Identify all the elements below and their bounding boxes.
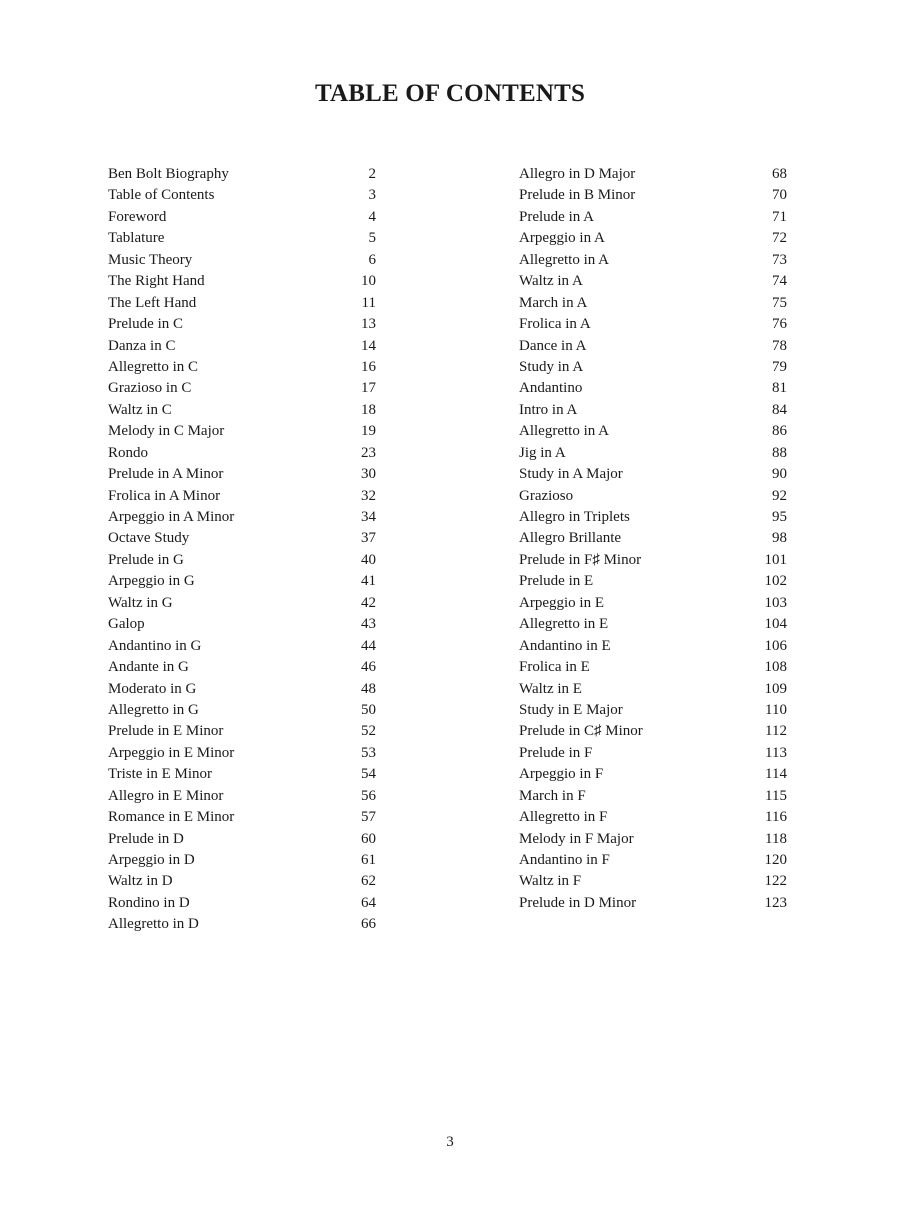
- toc-entry-page: 53: [361, 744, 376, 761]
- toc-entry: [108, 486, 376, 507]
- toc-entry-title: Study in A Major: [519, 466, 623, 483]
- toc-entry: [108, 679, 376, 700]
- toc-entry-page: 50: [361, 701, 376, 718]
- toc-entry: [519, 336, 787, 357]
- toc-entry-page: 41: [361, 573, 376, 590]
- toc-entry-page: 48: [361, 680, 376, 697]
- toc-entry-title: Melody in C Major: [108, 423, 225, 440]
- toc-entry-title: Allegretto in C: [108, 358, 198, 375]
- toc-entry-title: Grazioso: [519, 487, 574, 504]
- toc-entry-title: Waltz in A: [519, 273, 583, 290]
- toc-entry: [519, 185, 787, 206]
- toc-entry: [108, 786, 376, 807]
- toc-left-column: [108, 164, 376, 936]
- toc-entry-title: Music Theory: [108, 251, 193, 268]
- toc-entry: [108, 657, 376, 678]
- toc-entry: [108, 336, 376, 357]
- toc-entry-title: Waltz in G: [108, 594, 173, 611]
- toc-entry: [108, 293, 376, 314]
- toc-entry: [108, 378, 376, 399]
- toc-entry: [519, 421, 787, 442]
- toc-entry-page: 106: [764, 637, 787, 654]
- toc-entry-page: 19: [361, 423, 376, 440]
- toc-entry-page: 32: [361, 487, 376, 504]
- toc-entry-page: 115: [765, 787, 787, 804]
- toc-entry-page: 122: [764, 873, 787, 890]
- toc-entry-title: Grazioso in C: [108, 380, 192, 397]
- toc-entry-title: March in F: [519, 787, 586, 804]
- toc-entry-page: 46: [361, 659, 376, 676]
- toc-entry-title: Andantino: [519, 380, 583, 397]
- toc-entry-page: 3: [368, 187, 376, 204]
- toc-entry: [519, 357, 787, 378]
- toc-entry-title: Prelude in F♯ Minor: [519, 551, 642, 568]
- toc-entry: [519, 807, 787, 828]
- toc-entry-page: 52: [361, 723, 376, 740]
- toc-entry: [108, 893, 376, 914]
- toc-entry: [519, 443, 787, 464]
- toc-entry-title: The Right Hand: [108, 273, 205, 290]
- toc-entry: [519, 271, 787, 292]
- toc-entry-title: Rondo: [108, 444, 149, 461]
- toc-entry: [519, 550, 787, 571]
- toc-entry: [108, 700, 376, 721]
- toc-entry-page: 42: [361, 594, 376, 611]
- toc-entry: [108, 421, 376, 442]
- toc-entry: [108, 636, 376, 657]
- toc-entry-title: Prelude in A: [519, 208, 594, 225]
- toc-entry: [108, 764, 376, 785]
- toc-entry-title: Arpeggio in F: [519, 766, 604, 783]
- toc-entry-title: Arpeggio in D: [108, 852, 195, 868]
- toc-entry-title: Jig in A: [519, 444, 566, 461]
- toc-entry-page: 16: [361, 358, 376, 375]
- toc-entry-title: Melody in F Major: [519, 830, 634, 847]
- toc-entry-page: 78: [772, 337, 787, 354]
- toc-entry-page: 6: [368, 251, 376, 268]
- toc-entry-page: 103: [764, 594, 787, 611]
- toc-entry-page: 61: [361, 852, 376, 868]
- toc-entry: [519, 314, 787, 335]
- toc-entry-title: Table of Contents: [108, 187, 215, 204]
- toc-entry-page: 79: [772, 358, 787, 375]
- toc-entry-title: Prelude in E Minor: [108, 723, 224, 740]
- toc-entry: [108, 807, 376, 828]
- toc-entry-page: 37: [361, 530, 376, 547]
- toc-entry-title: Moderato in G: [108, 680, 197, 697]
- toc-entry: [519, 593, 787, 614]
- toc-entry-title: Allegretto in E: [519, 616, 609, 633]
- toc-entry-title: Study in A: [519, 358, 584, 375]
- toc-entry: [108, 743, 376, 764]
- toc-entry-page: 70: [772, 187, 787, 204]
- toc-entry-page: 66: [361, 916, 376, 933]
- toc-entry: [519, 528, 787, 549]
- toc-entry: [108, 271, 376, 292]
- toc-entry: [108, 400, 376, 421]
- toc-entry-title: Prelude in F: [519, 744, 593, 761]
- toc-entry-page: 101: [764, 551, 787, 568]
- toc-entry: [519, 871, 787, 892]
- toc-entry-page: 14: [361, 337, 376, 354]
- toc-entry-title: Allegro in E Minor: [108, 787, 224, 804]
- toc-entry-page: 57: [361, 809, 376, 826]
- toc-entry-page: 71: [772, 208, 787, 225]
- toc-entry: [108, 164, 376, 185]
- toc-entry-title: Allegro Brillante: [519, 530, 622, 547]
- toc-entry: [108, 207, 376, 228]
- toc-entry: [108, 250, 376, 271]
- toc-entry-page: 5: [368, 230, 376, 247]
- toc-entry-page: 30: [361, 466, 376, 483]
- toc-entry-page: 18: [361, 401, 376, 418]
- toc-entry-title: Prelude in C♯ Minor: [519, 723, 643, 740]
- toc-entry-title: Arpeggio in E: [519, 594, 604, 611]
- toc-entry: [108, 721, 376, 742]
- toc-entry-page: 75: [772, 294, 787, 311]
- toc-entry: [519, 721, 787, 742]
- toc-entry: [519, 293, 787, 314]
- toc-entry: [108, 850, 376, 871]
- toc-entry-page: 109: [764, 680, 787, 697]
- toc-entry-title: Andantino in F: [519, 852, 610, 868]
- toc-entry: [519, 764, 787, 785]
- toc-entry-title: Rondino in D: [108, 894, 190, 911]
- toc-entry: [108, 507, 376, 528]
- toc-entry-title: Intro in A: [519, 401, 578, 418]
- toc-entry-title: Prelude in D: [108, 830, 184, 847]
- toc-entry: [519, 228, 787, 249]
- toc-entry-title: Allegretto in A: [519, 423, 609, 440]
- toc-entry: [519, 657, 787, 678]
- toc-entry-title: Frolica in A Minor: [108, 487, 221, 504]
- toc-entry-title: Andantino in E: [519, 637, 611, 654]
- toc-entry: [108, 357, 376, 378]
- toc-entry-page: 74: [772, 273, 787, 290]
- toc-entry-page: 108: [764, 659, 787, 676]
- toc-entry-title: Prelude in C: [108, 316, 183, 333]
- toc-entry-title: Foreword: [108, 208, 167, 225]
- toc-entry: [108, 871, 376, 892]
- toc-entry-title: Arpeggio in A Minor: [108, 509, 235, 525]
- toc-entry: [519, 464, 787, 485]
- toc-entry-page: 34: [361, 509, 376, 525]
- toc-entry: [519, 614, 787, 635]
- toc-entry: [108, 914, 376, 935]
- toc-entry-page: 113: [765, 744, 787, 761]
- toc-entry: [519, 786, 787, 807]
- toc-entry-page: 102: [764, 573, 787, 590]
- toc-entry-title: Allegretto in D: [108, 916, 199, 933]
- toc-entry-page: 4: [368, 208, 376, 225]
- toc-entry-page: 73: [772, 251, 787, 268]
- toc-entry-page: 120: [764, 852, 787, 868]
- toc-entry: [108, 614, 376, 635]
- toc-entry-title: Waltz in F: [519, 873, 582, 890]
- toc-entry-page: 17: [361, 380, 376, 397]
- toc-entry: [108, 228, 376, 249]
- toc-entry-title: Waltz in C: [108, 401, 172, 418]
- toc-entry-page: 10: [361, 273, 376, 290]
- toc-entry-page: 54: [361, 766, 376, 783]
- toc-entry-page: 114: [765, 766, 787, 783]
- toc-entry: [519, 507, 787, 528]
- toc-entry: [108, 593, 376, 614]
- toc-entry: [519, 679, 787, 700]
- toc-entry-page: 72: [772, 230, 787, 247]
- toc-entry: [519, 164, 787, 185]
- toc-entry-title: Study in E Major: [519, 701, 623, 718]
- toc-entry-title: The Left Hand: [108, 294, 197, 311]
- toc-entry-page: 104: [764, 616, 787, 633]
- toc-entry-title: Allegro in D Major: [519, 166, 636, 182]
- toc-entry-page: 84: [772, 401, 787, 418]
- toc-entry-title: Allegretto in A: [519, 251, 609, 268]
- toc-entry: [108, 443, 376, 464]
- toc-entry-title: Tablature: [108, 230, 165, 247]
- toc-entry-title: Prelude in G: [108, 551, 184, 568]
- toc-entry: [108, 185, 376, 206]
- toc-entry-page: 56: [361, 787, 376, 804]
- toc-entry-title: Ben Bolt Biography: [108, 166, 229, 182]
- toc-entry-title: Romance in E Minor: [108, 809, 235, 826]
- toc-entry-page: 40: [361, 551, 376, 568]
- page-number: 3: [446, 1134, 454, 1150]
- toc-entry-title: Prelude in A Minor: [108, 466, 224, 483]
- toc-entry-page: 68: [772, 166, 787, 182]
- toc-entry-page: 23: [361, 444, 376, 461]
- toc-entry-page: 110: [765, 701, 787, 718]
- toc-entry-title: Octave Study: [108, 530, 190, 547]
- toc-entry-title: Prelude in D Minor: [519, 894, 637, 911]
- toc-entry-page: 60: [361, 830, 376, 847]
- toc-entry-title: Prelude in E: [519, 573, 594, 590]
- toc-entry-title: Frolica in A: [519, 316, 591, 333]
- toc-entry: [108, 571, 376, 592]
- toc-entry-title: Frolica in E: [519, 659, 590, 676]
- toc-entry-title: Galop: [108, 616, 145, 633]
- toc-entry-page: 11: [361, 294, 376, 311]
- toc-right-column: [519, 164, 787, 914]
- toc-entry-title: Allegretto in G: [108, 701, 199, 718]
- toc-entry-page: 62: [361, 873, 376, 890]
- toc-entry: [519, 250, 787, 271]
- toc-entry: [519, 636, 787, 657]
- toc-entry-title: March in A: [519, 294, 588, 311]
- toc-entry-title: Arpeggio in A: [519, 230, 605, 247]
- toc-entry-page: 88: [772, 444, 787, 461]
- toc-entry-page: 86: [772, 423, 787, 440]
- toc-entry: [108, 528, 376, 549]
- toc-entry: [519, 400, 787, 421]
- toc-entry-page: 95: [772, 509, 787, 525]
- toc-entry-page: 118: [765, 830, 787, 847]
- toc-entry: [108, 314, 376, 335]
- toc-entry-title: Dance in A: [519, 337, 587, 354]
- toc-entry-page: 13: [361, 316, 376, 333]
- toc-entry-page: 112: [765, 723, 787, 740]
- toc-entry: [108, 829, 376, 850]
- toc-entry: [519, 207, 787, 228]
- toc-entry-title: Prelude in B Minor: [519, 187, 636, 204]
- toc-entry-page: 2: [368, 166, 376, 182]
- toc-entry: [519, 378, 787, 399]
- toc-entry-page: 123: [764, 894, 787, 911]
- toc-entry-page: 44: [361, 637, 376, 654]
- toc-entry-title: Arpeggio in E Minor: [108, 744, 235, 761]
- toc-entry-title: Triste in E Minor: [108, 766, 213, 783]
- toc-entry-title: Waltz in E: [519, 680, 582, 697]
- toc-entry-title: Waltz in D: [108, 873, 173, 890]
- toc-entry: [519, 486, 787, 507]
- toc-entry-page: 81: [772, 380, 787, 397]
- toc-entry: [519, 571, 787, 592]
- toc-entry-title: Andante in G: [108, 659, 189, 676]
- toc-entry-title: Allegro in Triplets: [519, 509, 630, 525]
- toc-entry-page: 76: [772, 316, 787, 333]
- toc-entry: [519, 850, 787, 871]
- toc-entry-page: 92: [772, 487, 787, 504]
- toc-entry: [108, 464, 376, 485]
- toc-entry-page: 116: [765, 809, 787, 826]
- toc-entry-title: Allegretto in F: [519, 809, 608, 826]
- toc-entry-page: 64: [361, 894, 376, 911]
- toc-entry-title: Danza in C: [108, 337, 176, 354]
- toc-entry: [519, 829, 787, 850]
- toc-entry-page: 98: [772, 530, 787, 547]
- toc-entry-page: 90: [772, 466, 787, 483]
- toc-entry-title: Arpeggio in G: [108, 573, 195, 590]
- toc-entry: [108, 550, 376, 571]
- toc-entry-page: 43: [361, 616, 376, 633]
- toc-entry: [519, 893, 787, 914]
- toc-entry: [519, 743, 787, 764]
- toc-entry: [519, 700, 787, 721]
- page-title: TABLE OF CONTENTS: [314, 80, 586, 107]
- toc-entry-title: Andantino in G: [108, 637, 202, 654]
